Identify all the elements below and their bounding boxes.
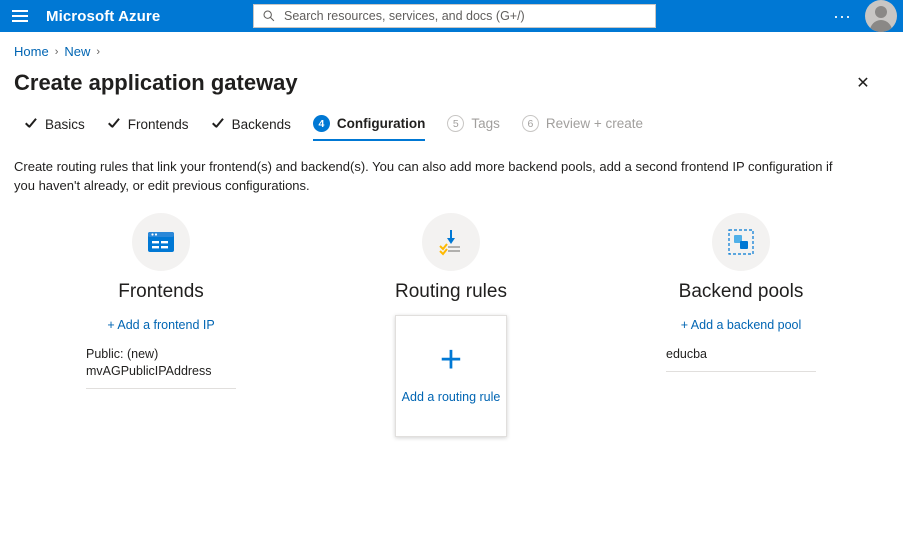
column-title-frontends: Frontends bbox=[118, 281, 204, 302]
tab-backends-label: Backends bbox=[231, 117, 291, 132]
configuration-columns bbox=[0, 195, 903, 437]
close-icon[interactable]: ✕ bbox=[856, 75, 870, 92]
tab-basics[interactable] bbox=[24, 117, 85, 141]
azure-brand-label[interactable]: Microsoft Azure bbox=[46, 7, 161, 25]
step-number-badge: 6 bbox=[522, 115, 539, 132]
page-title: Create application gateway bbox=[14, 70, 298, 95]
column-frontends bbox=[16, 213, 306, 437]
wizard-step-tabs bbox=[0, 97, 903, 141]
search-icon bbox=[262, 9, 276, 23]
breadcrumb bbox=[0, 32, 903, 59]
account-avatar[interactable] bbox=[865, 0, 897, 32]
global-search-box[interactable] bbox=[253, 4, 656, 28]
column-title-backend-pools: Backend pools bbox=[678, 281, 804, 302]
step-number-badge: 4 bbox=[313, 115, 330, 132]
check-icon bbox=[24, 118, 38, 132]
column-backend-pools bbox=[596, 213, 886, 437]
step-number-badge: 5 bbox=[447, 115, 464, 132]
column-routing-rules bbox=[306, 213, 596, 437]
backend-pools-icon bbox=[712, 213, 770, 271]
tab-tags-label: Tags bbox=[471, 116, 500, 131]
check-icon bbox=[107, 118, 121, 132]
more-options-icon[interactable]: ··· bbox=[833, 6, 851, 26]
tab-configuration-label: Configuration bbox=[336, 116, 426, 131]
tab-frontends[interactable] bbox=[107, 117, 189, 141]
frontend-item-line1: Public: (new) bbox=[86, 347, 159, 361]
hamburger-menu-icon[interactable] bbox=[0, 0, 40, 32]
tab-basics-label: Basics bbox=[45, 117, 85, 132]
search-input[interactable] bbox=[282, 8, 649, 24]
tab-review-create[interactable] bbox=[522, 115, 643, 141]
breadcrumb-separator-2: › bbox=[96, 45, 101, 58]
backend-pool-item[interactable] bbox=[666, 346, 816, 372]
frontend-item-line2: mvAGPublicIPAddress bbox=[86, 364, 212, 378]
page-description: Create routing rules that link your frontend(s) and backend(s). You can also add more backend pools, add a second frontend IP configuration if you haven't already, or edit previous configurations. bbox=[14, 159, 833, 193]
tab-frontends-label: Frontends bbox=[127, 117, 189, 132]
plus-icon: + bbox=[439, 339, 463, 381]
check-icon bbox=[211, 118, 225, 132]
hamburger-icon bbox=[12, 10, 28, 22]
add-backend-pool-link[interactable]: + Add a backend pool bbox=[680, 318, 802, 332]
add-routing-rule-card[interactable] bbox=[395, 315, 507, 437]
breadcrumb-separator: › bbox=[54, 45, 59, 58]
breadcrumb-item-home[interactable]: Home bbox=[14, 44, 49, 59]
column-title-routing-rules: Routing rules bbox=[395, 281, 507, 302]
frontend-browser-icon bbox=[132, 213, 190, 271]
frontend-item[interactable] bbox=[86, 346, 236, 389]
breadcrumb-item-new[interactable]: New bbox=[64, 44, 91, 59]
add-frontend-ip-link[interactable]: + Add a frontend IP bbox=[107, 318, 215, 332]
routing-rules-icon bbox=[422, 213, 480, 271]
tab-configuration[interactable] bbox=[313, 115, 425, 141]
add-routing-rule-label: Add a routing rule bbox=[401, 390, 501, 404]
tab-tags[interactable] bbox=[447, 115, 500, 141]
top-navigation-bar bbox=[0, 0, 903, 32]
top-bar-right-actions bbox=[819, 0, 903, 32]
tab-review-create-label: Review + create bbox=[545, 116, 644, 131]
backend-pool-item-name: educba bbox=[666, 347, 708, 361]
tab-backends[interactable] bbox=[211, 117, 291, 141]
page-header bbox=[0, 59, 903, 97]
